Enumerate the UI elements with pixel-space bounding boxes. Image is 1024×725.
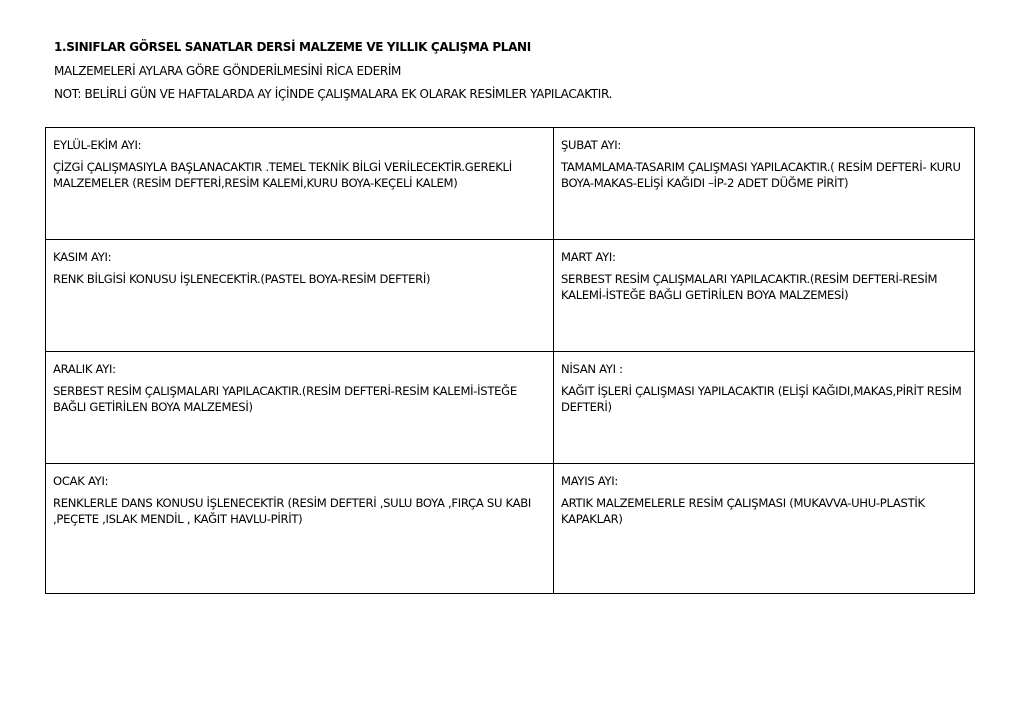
month-label: MART AYI: (561, 250, 616, 264)
table-row (46, 128, 975, 240)
month-description: ÇİZGİ ÇALIŞMASIYLA BAŞLANACAKTIR .TEMEL TEKNİK BİLGİ VERİLECEKTİR.GEREKLİ MALZEMELER (RESİM DEFTERİ,RESİM KALEMİ,KURU BOYA-KEÇELİ KALEM) (53, 160, 512, 190)
month-description: RENKLERLE DANS KONUSU İŞLENECEKTİR (RESİM DEFTERİ ,SULU BOYA ,FIRÇA SU KABI ,PEÇETE ,ISLAK MENDİL , KAĞIT HAVLU-PİRİT) (53, 496, 532, 526)
plan-cell-november (46, 240, 554, 352)
monthly-plan-table (45, 127, 975, 594)
plan-cell-september-october (46, 128, 554, 240)
month-label: NİSAN AYI : (561, 362, 623, 376)
plan-cell-april (554, 352, 975, 464)
plan-cell-january (46, 464, 554, 594)
table-row (46, 352, 975, 464)
table-row (46, 464, 975, 594)
month-description: SERBEST RESİM ÇALIŞMALARI YAPILACAKTIR.(RESİM DEFTERİ-RESİM KALEMİ-İSTEĞE BAĞLI GETİRİLEN BOYA MALZEMESİ) (53, 384, 517, 414)
request-line: MALZEMELERİ AYLARA GÖRE GÖNDERİLMESİNİ RİCA EDERİM (54, 63, 402, 78)
month-description: SERBEST RESİM ÇALIŞMALARI YAPILACAKTIR.(RESİM DEFTERİ-RESİM KALEMİ-İSTEĞE BAĞLI GETİRİLEN BOYA MALZEMESİ) (561, 272, 938, 302)
month-description: TAMAMLAMA-TASARIM ÇALIŞMASI YAPILACAKTIR.( RESİM DEFTERİ- KURU BOYA-MAKAS-ELİŞİ KAĞIDI –İP-2 ADET DÜĞME PİRİT) (561, 160, 961, 190)
plan-cell-may (554, 464, 975, 594)
plan-cell-february (554, 128, 975, 240)
month-label: OCAK AYI: (53, 474, 109, 488)
month-label: MAYIS AYI: (561, 474, 619, 488)
plan-cell-march (554, 240, 975, 352)
month-label: KASIM AYI: (53, 250, 112, 264)
plan-cell-december (46, 352, 554, 464)
document-title: 1.SINIFLAR GÖRSEL SANATLAR DERSİ MALZEME VE YILLIK ÇALIŞMA PLANI (54, 40, 531, 54)
month-description: KAĞIT İŞLERİ ÇALIŞMASI YAPILACAKTIR (ELİŞİ KAĞIDI,MAKAS,PİRİT RESİM DEFTERİ) (561, 384, 962, 414)
month-description: ARTIK MALZEMELERLE RESİM ÇALIŞMASI (MUKAVVA-UHU-PLASTİK KAPAKLAR) (561, 496, 925, 526)
table-row (46, 240, 975, 352)
month-label: EYLÜL-EKİM AYI: (53, 138, 142, 152)
month-label: ARALIK AYI: (53, 362, 116, 376)
document-header (54, 40, 994, 111)
month-label: ŞUBAT AYI: (561, 138, 622, 152)
note-line: NOT: BELİRLİ GÜN VE HAFTALARDA AY İÇİNDE ÇALIŞMALARA EK OLARAK RESİMLER YAPILACAKTIR. (54, 87, 612, 101)
month-description: RENK BİLGİSİ KONUSU İŞLENECEKTİR.(PASTEL BOYA-RESİM DEFTERİ) (53, 272, 431, 286)
